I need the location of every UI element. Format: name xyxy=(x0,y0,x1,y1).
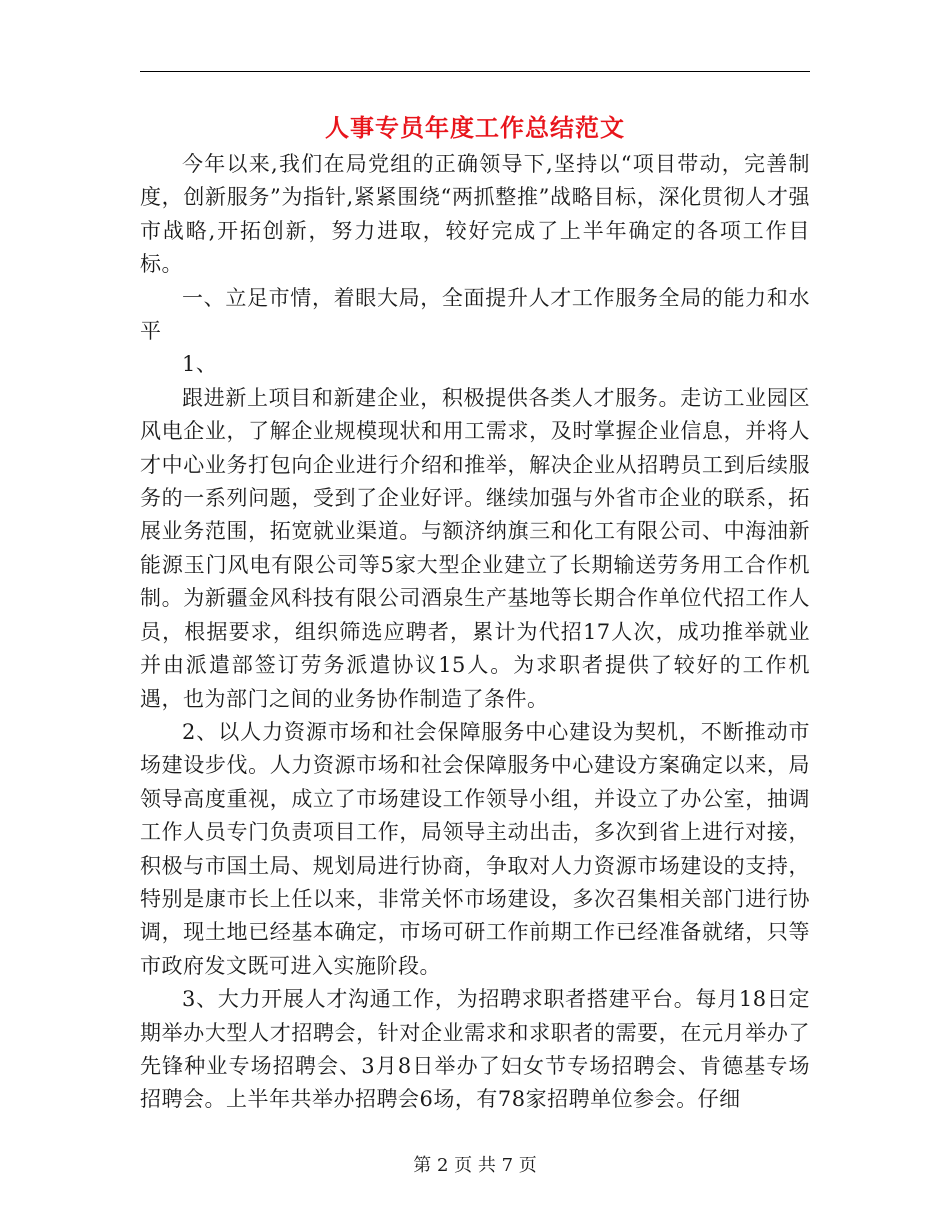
paragraph-intro: 今年以来,我们在局党组的正确领导下,坚持以“项目带动，完善制度，创新服务”为指针,紧紧围绕“两抓整推”战略目标，深化贯彻人才强市战略,开拓创新，努力进取，较好完成了上半年确定的各项工作目标。 xyxy=(140,152,810,277)
item-number-1: 1、 xyxy=(182,352,218,377)
paragraph-item-3: 3、大力开展人才沟通工作，为招聘求职者搭建平台。每月18日定期举办大型人才招聘会，针对企业需求和求职者的需要，在元月举办了先锋种业专场招聘会、3月8日举办了妇女节专场招聘会、肯德基专场招聘会。上半年共举办招聘会6场，有78家招聘单位参会。仔细 xyxy=(140,987,810,1112)
section-heading-1: 一、立足市情，着眼大局，全面提升人才工作服务全局的能力和水平 xyxy=(140,285,810,344)
page-number-footer: 第 2 页 共 7 页 xyxy=(413,1155,537,1176)
document-body xyxy=(140,148,810,1117)
paragraph-item-1: 跟进新上项目和新建企业，积极提供各类人才服务。走访工业园区风电企业，了解企业规模现状和用工需求，及时掌握企业信息，并将人才中心业务打包向企业进行介绍和推举，解决企业从招聘员工到后续服务的一系列问题，受到了企业好评。继续加强与外省市企业的联系，拓展业务范围，拓宽就业渠道。与额济纳旗三和化工有限公司、中海油新能源玉门风电有限公司等5家大型企业建立了长期输送劳务用工合作机制。为新疆金风科技有限公司酒泉生产基地等长期合作单位代招工作人员，根据要求，组织筛选应聘者，累计为代招17人次，成功推举就业并由派遣部签订劳务派遣协议15人。为求职者提供了较好的工作机遇，也为部门之间的业务协作制造了条件。 xyxy=(140,385,810,711)
document-title: 人事专员年度工作总结范文 xyxy=(325,113,625,142)
header-rule xyxy=(140,71,810,72)
paragraph-item-2: 2、以人力资源市场和社会保障服务中心建设为契机，不断推动市场建设步伐。人力资源市场和社会保障服务中心建设方案确定以来，局领导高度重视，成立了市场建设工作领导小组，并设立了办公室，抽调工作人员专门负责项目工作，局领导主动出击，多次到省上进行对接，积极与市国土局、规划局进行协商，争取对人力资源市场建设的支持，特别是康市长上任以来，非常关怀市场建设，多次召集相关部门进行协调，现土地已经基本确定，市场可研工作前期工作已经准备就绪，只等市政府发文既可进入实施阶段。 xyxy=(140,719,810,978)
